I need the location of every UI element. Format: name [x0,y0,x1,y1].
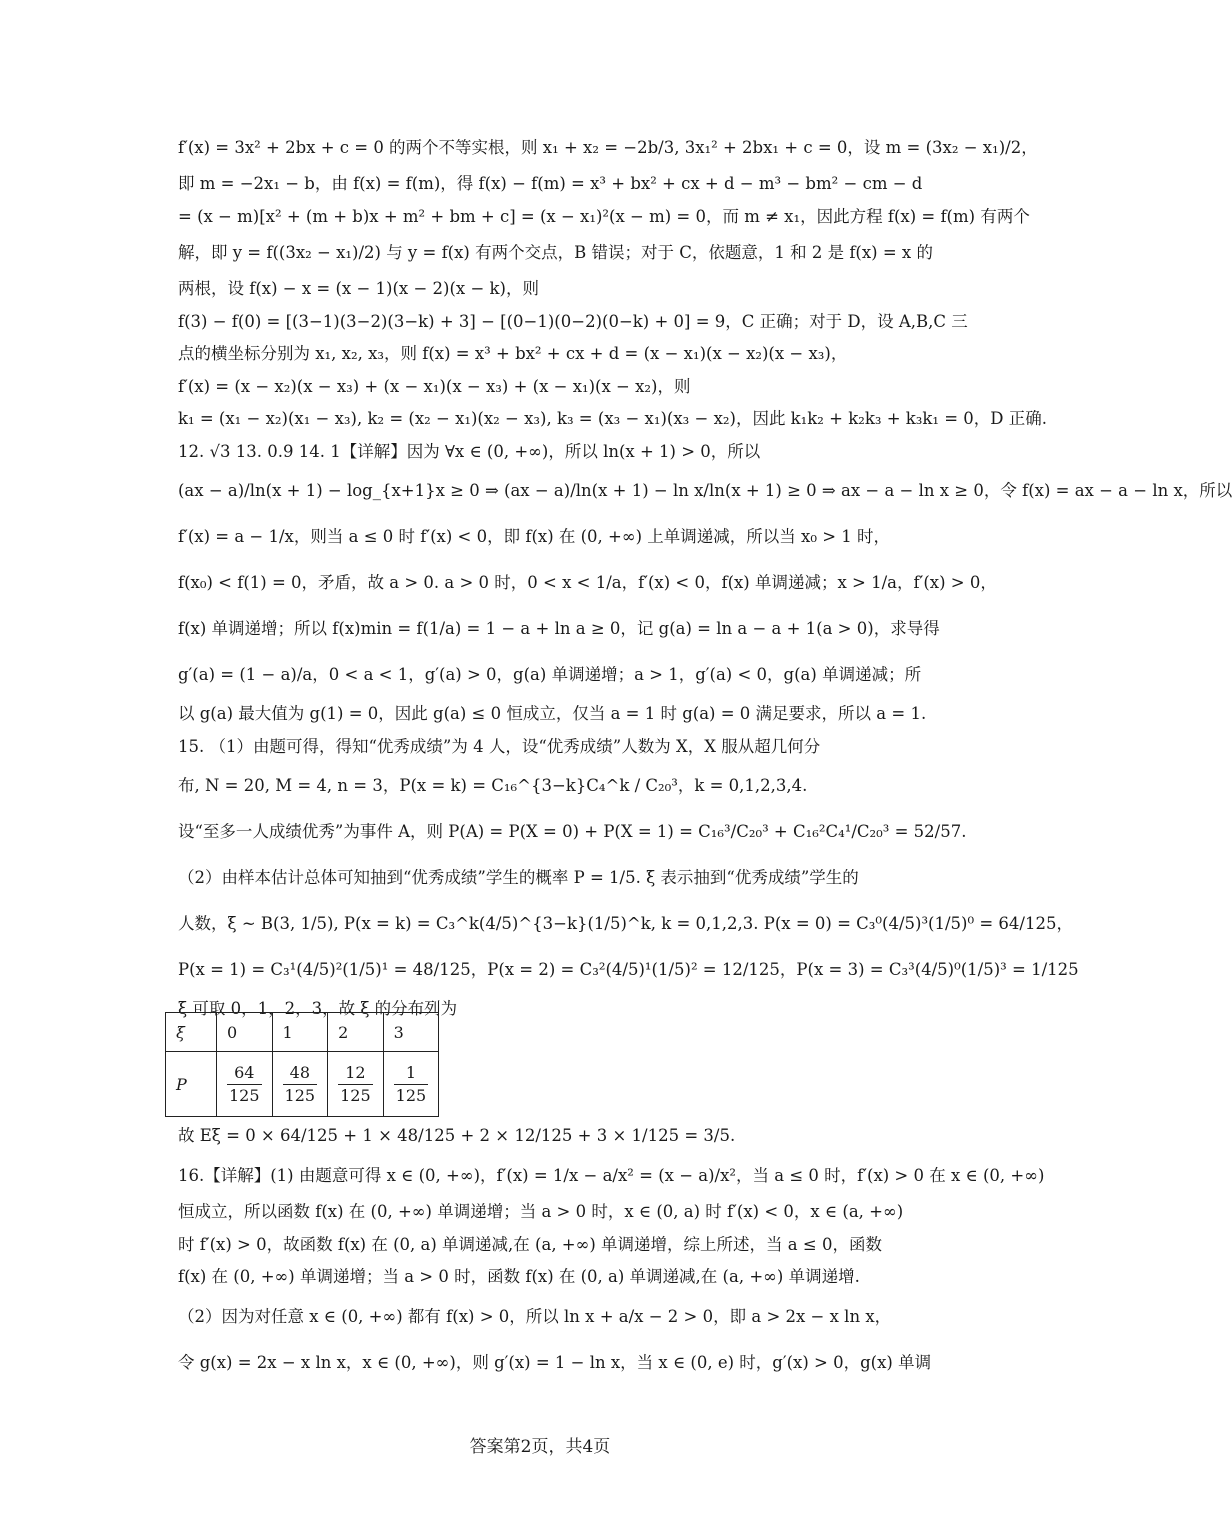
text-line: 时 f′(x) > 0，故函数 f(x) 在 (0, a) 单调递减,在 (a, +∞) 单调递增，综上所述，当 a ≤ 0，函数 [178,1234,882,1254]
table-cell: 3 [383,1013,439,1052]
text-line: f(x) 单调递增；所以 f(x)min = f(1/a) = 1 − a + ln a ≥ 0，记 g(a) = ln a − a + 1(a > 0)，求导得 [178,619,940,638]
table-row [166,1013,439,1052]
text-line: f′(x) = a − 1/x，则当 a ≤ 0 时 f′(x) < 0，即 f(x) 在 (0, +∞) 上单调递减，所以当 x₀ > 1 时， [178,527,891,546]
table-cell [272,1052,328,1117]
table-cell: 2 [328,1013,384,1052]
fraction [283,1062,318,1107]
text-line: 点的横坐标分别为 x₁, x₂, x₃，则 f(x) = x³ + bx² + cx + d = (x − x₁)(x − x₂)(x − x₃)， [178,344,848,363]
text-line: = (x − m)[x² + (m + b)x + m² + bm + c] = (x − x₁)²(x − m) = 0，而 m ≠ x₁，因此方程 f(x) = f(m) 有两个 [178,206,1030,226]
text-line: 以 g(a) 最大值为 g(1) = 0，因此 g(a) ≤ 0 恒成立，仅当 a = 1 时 g(a) = 0 满足要求，所以 a = 1. [178,704,927,723]
table-cell: 1 [272,1013,328,1052]
answer-text-block-2 [178,1116,1045,1386]
text-line: P(x = 1) = C₃¹(4/5)²(1/5)¹ = 48/125，P(x = 2) = C₃²(4/5)¹(1/5)² = 12/125，P(x = 3) = C₃³(4/5)⁰(1/5)³ = 1/125 [178,960,1079,979]
text-line: f(3) − f(0) = [(3−1)(3−2)(3−k) + 3] − [(0−1)(0−2)(0−k) + 0] = 9，C 正确；对于 D，设 A,B,C 三 [178,311,968,331]
table-cell [383,1052,439,1117]
text-line: （2）因为对任意 x ∈ (0, +∞) 都有 f(x) > 0，所以 ln x + a/x − 2 > 0，即 a > 2x − x ln x， [178,1306,892,1326]
fraction-denominator: 125 [340,1085,371,1105]
fraction-denominator: 125 [284,1085,316,1105]
text-line: (ax − a)/ln(x + 1) − log_{x+1}x ≥ 0 ⇒ (ax − a)/ln(x + 1) − ln x/ln(x + 1) ≥ 0 ⇒ ax − a − ln x ≥ 0，令 f(x) = ax − a − ln x，所以 [178,481,1232,500]
table-head-p: P [166,1052,217,1117]
answer-text-block-1 [178,128,1232,1026]
text-line: 两根，设 f(x) − x = (x − 1)(x − 2)(x − k)，则 [178,279,539,298]
fraction-numerator: 64 [227,1062,262,1085]
text-line: f(x₀) < f(1) = 0，矛盾，故 a > 0. a > 0 时，0 < x < 1/a，f′(x) < 0，f(x) 单调递减；x > 1/a，f′(x) > 0， [178,573,997,592]
text-line: f′(x) = 3x² + 2bx + c = 0 的两个不等实根，则 x₁ + x₂ = −2b/3, 3x₁² + 2bx₁ + c = 0，设 m = (3x₂ − x₁)/2， [178,138,1038,157]
table-head-xi: ξ [166,1013,217,1052]
fraction-numerator: 12 [338,1062,373,1085]
text-line: （2）由样本估计总体可知抽到“优秀成绩”学生的概率 P = 1/5. ξ 表示抽到“优秀成绩”学生的 [178,868,859,887]
table-cell [217,1052,273,1117]
text-line: 解，即 y = f((3x₂ − x₁)/2) 与 y = f(x) 有两个交点，B 错误；对于 C，依题意，1 和 2 是 f(x) = x 的 [178,243,933,262]
text-line: 15. （1）由题可得，得知“优秀成绩”为 4 人，设“优秀成绩”人数为 X，X 服从超几何分 [178,736,821,756]
text-line: f′(x) = (x − x₂)(x − x₃) + (x − x₁)(x − x₃) + (x − x₁)(x − x₂)，则 [178,376,691,396]
text-line: g′(a) = (1 − a)/a，0 < a < 1，g′(a) > 0，g(a) 单调递增；a > 1，g′(a) < 0，g(a) 单调递减；所 [178,665,922,684]
text-line: 设“至多一人成绩优秀”为事件 A，则 P(A) = P(X = 0) + P(X = 1) = C₁₆³/C₂₀³ + C₁₆²C₄¹/C₂₀³ = 52/57. [178,822,967,841]
text-line: 16.【详解】(1) 由题意可得 x ∈ (0, +∞)，f′(x) = 1/x − a/x² = (x − a)/x²，当 a ≤ 0 时，f′(x) > 0 在 x ∈ (0, +∞) [178,1166,1045,1185]
text-line: 人数，ξ ~ B(3, 1/5), P(x = k) = C₃^k(4/5)^{3−k}(1/5)^k, k = 0,1,2,3. P(x = 0) = C₃⁰(4/5)³(1/5)⁰ = 64/125， [178,914,1073,933]
text-line: 故 Eξ = 0 × 64/125 + 1 × 48/125 + 2 × 12/125 + 3 × 1/125 = 3/5. [178,1126,736,1145]
text-line: 恒成立，所以函数 f(x) 在 (0, +∞) 单调递增；当 a > 0 时，x ∈ (0, a) 时 f′(x) < 0，x ∈ (a, +∞) [178,1202,904,1221]
fraction [338,1062,373,1107]
text-line: 布, N = 20, M = 4, n = 3，P(x = k) = C₁₆^{3−k}C₄^k / C₂₀³，k = 0,1,2,3,4. [178,776,808,795]
table-cell [328,1052,384,1117]
fraction-numerator: 1 [394,1062,429,1085]
table-row [166,1052,439,1117]
text-line: 令 g(x) = 2x − x ln x，x ∈ (0, +∞)，则 g′(x) = 1 − ln x，当 x ∈ (0, e) 时，g′(x) > 0，g(x) 单调 [178,1352,932,1372]
text-line: 即 m = −2x₁ − b，由 f(x) = f(m)，得 f(x) − f(m) = x³ + bx² + cx + d − m³ − bm² − cm − d [178,174,923,193]
text-line: ξ 可取 0，1，2，3，故 ξ 的分布列为 [178,999,458,1018]
distribution-table [165,1012,439,1117]
page-footer: 答案第2页，共4页 [469,1437,611,1457]
fraction-denominator: 125 [229,1085,260,1105]
fraction-numerator: 48 [283,1062,318,1085]
fraction-denominator: 125 [395,1085,427,1105]
text-line: f(x) 在 (0, +∞) 单调递增；当 a > 0 时，函数 f(x) 在 (0, a) 单调递减,在 (a, +∞) 单调递增. [178,1267,860,1286]
fraction [394,1062,429,1107]
text-line: 12. √3 13. 0.9 14. 1【详解】因为 ∀x ∈ (0, +∞)，所以 ln(x + 1) > 0，所以 [178,441,761,461]
table-cell: 0 [217,1013,273,1052]
text-line: k₁ = (x₁ − x₂)(x₁ − x₃), k₂ = (x₂ − x₁)(x₂ − x₃), k₃ = (x₃ − x₁)(x₃ − x₂)，因此 k₁k₂ + k₂k₃ + k₃k₁ = 0，D 正确. [178,409,1048,428]
fraction [227,1062,262,1107]
